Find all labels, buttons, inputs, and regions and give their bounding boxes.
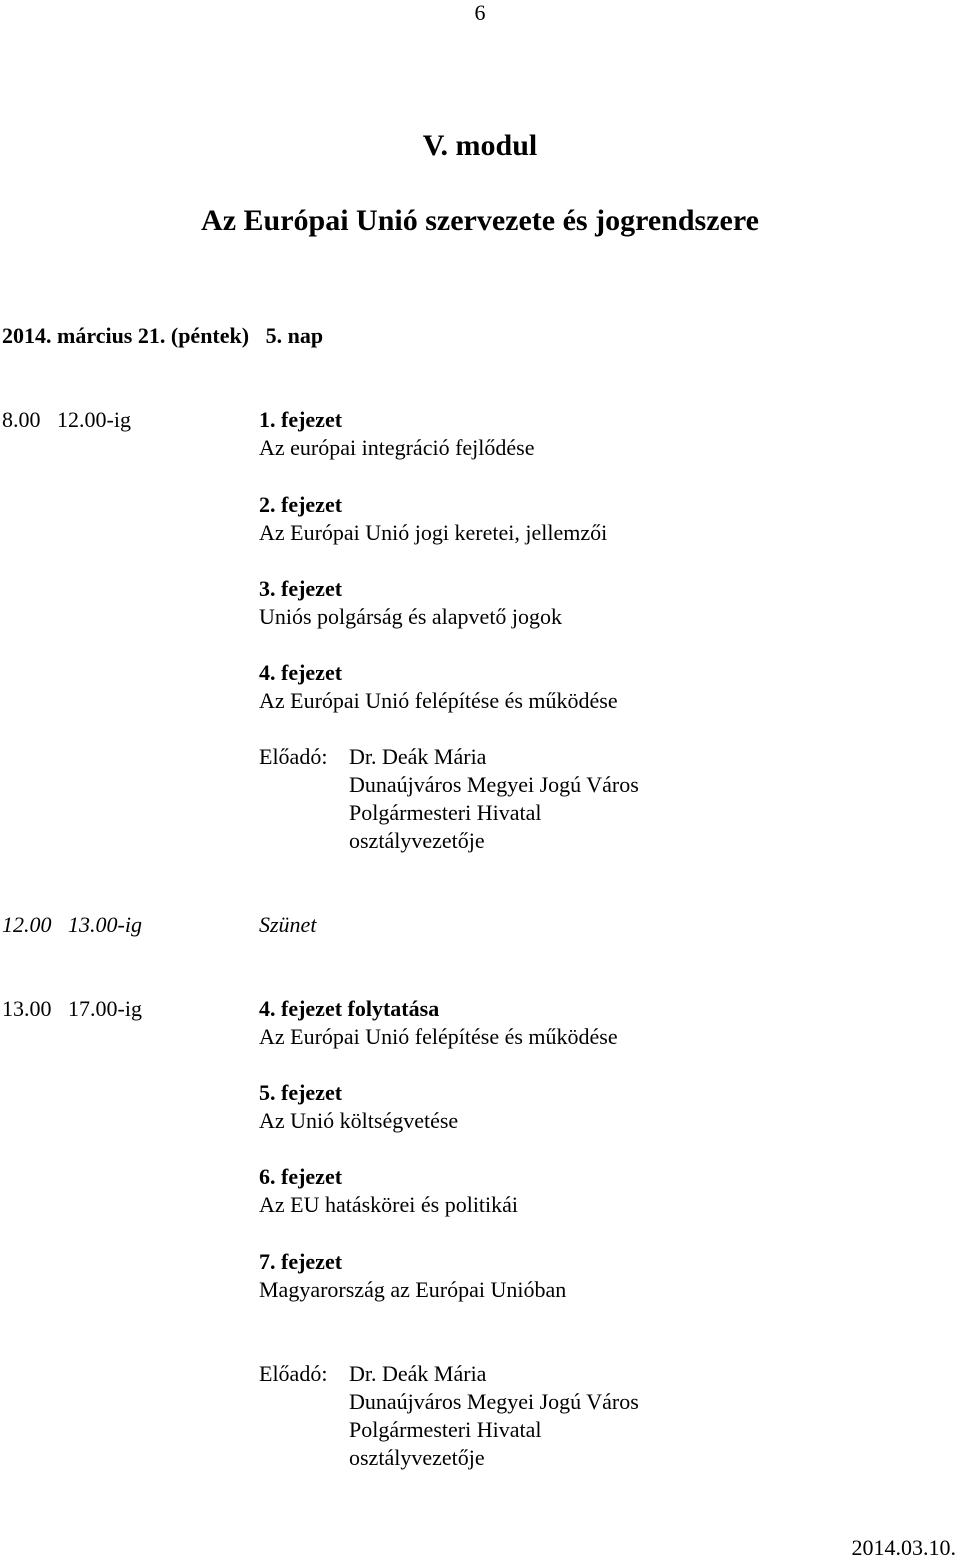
page-number: 6 [474, 0, 486, 25]
chapter-heading: 1. fejezet [259, 407, 343, 432]
date-line: 2014. március 21. (péntek) 5. nap [2, 323, 324, 348]
chapter-heading: 3. fejezet [259, 576, 343, 601]
chapter-title: Az európai integráció fejlődése [259, 435, 535, 460]
presenter-org: Dunaújváros Megyei Jogú Város [349, 772, 639, 797]
chapter-heading: 4. fejezet [259, 660, 343, 685]
chapter-title: Uniós polgárság és alapvető jogok [259, 604, 563, 629]
session-time: 13.00 17.00-ig [2, 996, 142, 1021]
chapter-title: Az EU hatáskörei és politikái [259, 1192, 519, 1217]
chapter-heading: 2. fejezet [259, 492, 343, 517]
chapter-title: Az Európai Unió felépítése és működése [259, 1024, 618, 1049]
chapter-heading: 5. fejezet [259, 1080, 343, 1105]
presenter-name: Dr. Deák Mária [349, 1361, 487, 1386]
chapter-title: Az Európai Unió jogi keretei, jellemzői [259, 520, 608, 545]
presenter-label: Előadó: [259, 744, 328, 769]
chapter-title: Az Unió költségvetése [259, 1108, 459, 1133]
footer-date: 2014.03.10. [851, 1535, 956, 1560]
presenter-office: Polgármesteri Hivatal [349, 1417, 542, 1442]
chapter-title: Magyarország az Európai Unióban [259, 1277, 567, 1302]
presenter-office: Polgármesteri Hivatal [349, 800, 542, 825]
session-time: 8.00 12.00-ig [2, 407, 131, 432]
chapter-heading: 4. fejezet folytatása [259, 996, 440, 1021]
presenter-org: Dunaújváros Megyei Jogú Város [349, 1389, 639, 1414]
chapter-heading: 6. fejezet [259, 1164, 343, 1189]
chapter-heading: 7. fejezet [259, 1249, 343, 1274]
document-title: Az Európai Unió szervezete és jogrendszere [201, 204, 759, 237]
chapter-title: Az Európai Unió felépítése és működése [259, 688, 618, 713]
presenter-role: osztályvezetője [349, 828, 485, 853]
break-label: Szünet [259, 912, 317, 937]
module-title: V. modul [422, 129, 538, 162]
presenter-role: osztályvezetője [349, 1445, 485, 1470]
presenter-name: Dr. Deák Mária [349, 744, 487, 769]
presenter-label: Előadó: [259, 1361, 328, 1386]
session-time: 12.00 13.00-ig [2, 912, 142, 937]
